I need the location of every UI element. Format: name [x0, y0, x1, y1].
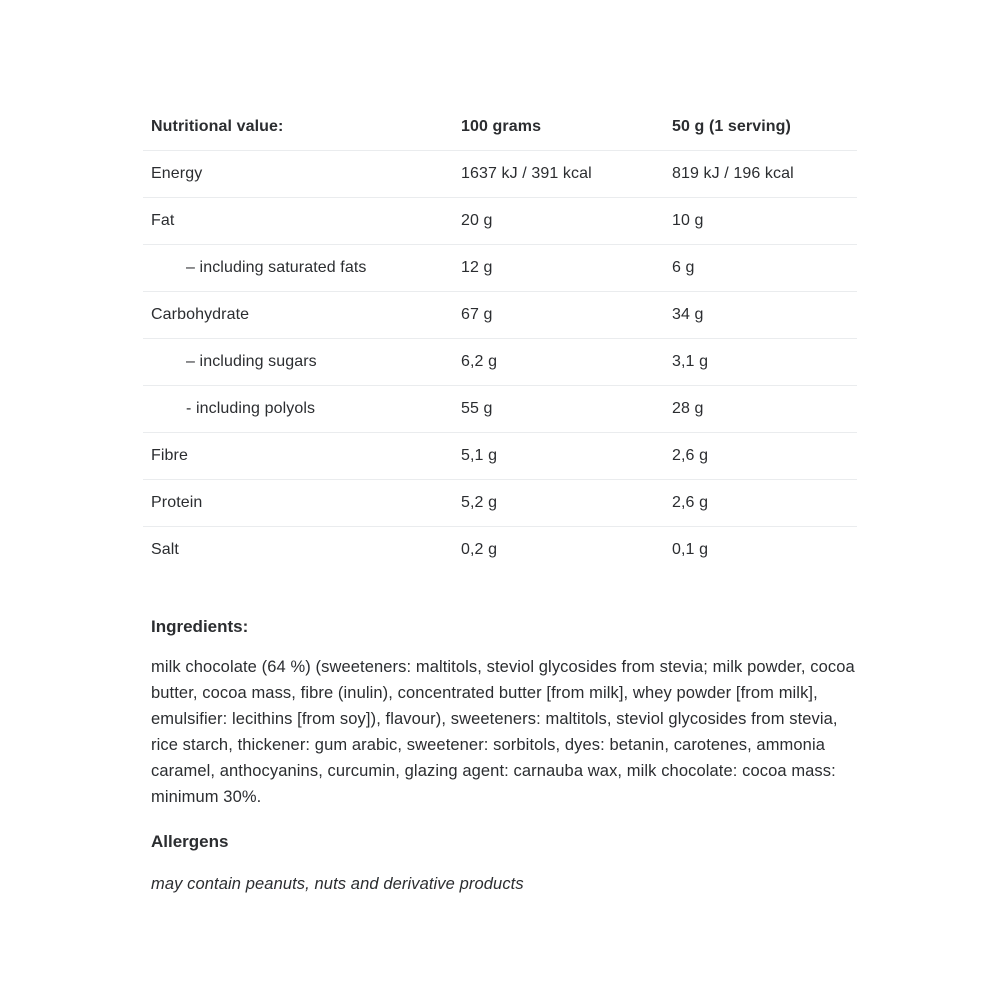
row-value-100g: 55 g	[461, 400, 493, 417]
column-header-nutritional-value: Nutritional value:	[151, 118, 284, 135]
row-value-100g: 20 g	[461, 212, 493, 229]
row-value-serving: 6 g	[672, 259, 695, 276]
row-label: Fibre	[151, 447, 188, 464]
table-row-energy	[143, 151, 857, 198]
row-value-100g: 6,2 g	[461, 353, 498, 370]
row-value-100g: 5,1 g	[461, 447, 498, 464]
row-label: – including saturated fats	[186, 259, 367, 276]
table-row-saturated-fats	[143, 245, 857, 292]
nutrition-table	[143, 104, 857, 573]
table-row-fat	[143, 198, 857, 245]
table-row-salt	[143, 527, 857, 573]
row-value-serving: 819 kJ / 196 kcal	[672, 165, 794, 182]
nutrition-table-header-row	[143, 104, 857, 151]
row-value-serving: 10 g	[672, 212, 704, 229]
row-label: Fat	[151, 212, 175, 229]
table-row-carbohydrate	[143, 292, 857, 339]
nutrition-info-section	[143, 104, 857, 897]
column-header-serving: 50 g (1 serving)	[672, 118, 791, 135]
table-row-sugars	[143, 339, 857, 386]
table-row-protein	[143, 480, 857, 527]
ingredients-heading: Ingredients:	[151, 617, 249, 636]
row-label: – including sugars	[186, 353, 317, 370]
row-value-100g: 5,2 g	[461, 494, 498, 511]
row-value-serving: 34 g	[672, 306, 704, 323]
row-value-100g: 0,2 g	[461, 541, 498, 558]
row-label: Salt	[151, 541, 179, 558]
allergens-text: may contain peanuts, nuts and derivative products	[151, 875, 524, 893]
column-header-100-grams: 100 grams	[461, 118, 542, 135]
row-value-serving: 0,1 g	[672, 541, 709, 558]
allergens-heading: Allergens	[151, 832, 229, 851]
table-row-polyols	[143, 386, 857, 433]
row-label: Energy	[151, 165, 203, 182]
row-label: - including polyols	[186, 400, 316, 417]
row-value-serving: 2,6 g	[672, 447, 709, 464]
row-value-serving: 2,6 g	[672, 494, 709, 511]
ingredients-text: milk chocolate (64 %) (sweeteners: maltitols, steviol glycosides from stevia; milk powder, cocoa butter, cocoa mass, fibre (inulin), concentrated butter [from milk], whey powder [from milk], emulsifier: lecithins [from soy]), flavour), sweeteners: maltitols, steviol glycosides from stevia, rice starch, thickener: gum arabic, sweetener: sorbitols, dyes: betanin, carotenes, ammonia caramel, anthocyanins, curcumin, glazing agent: carnauba wax, milk chocolate: cocoa mass: minimum 30%.	[151, 658, 855, 806]
table-row-fibre	[143, 433, 857, 480]
row-label: Protein	[151, 494, 203, 511]
row-value-serving: 3,1 g	[672, 353, 709, 370]
row-label: Carbohydrate	[151, 306, 250, 323]
row-value-100g: 67 g	[461, 306, 493, 323]
row-value-serving: 28 g	[672, 400, 704, 417]
row-value-100g: 1637 kJ / 391 kcal	[461, 165, 592, 182]
row-value-100g: 12 g	[461, 259, 493, 276]
